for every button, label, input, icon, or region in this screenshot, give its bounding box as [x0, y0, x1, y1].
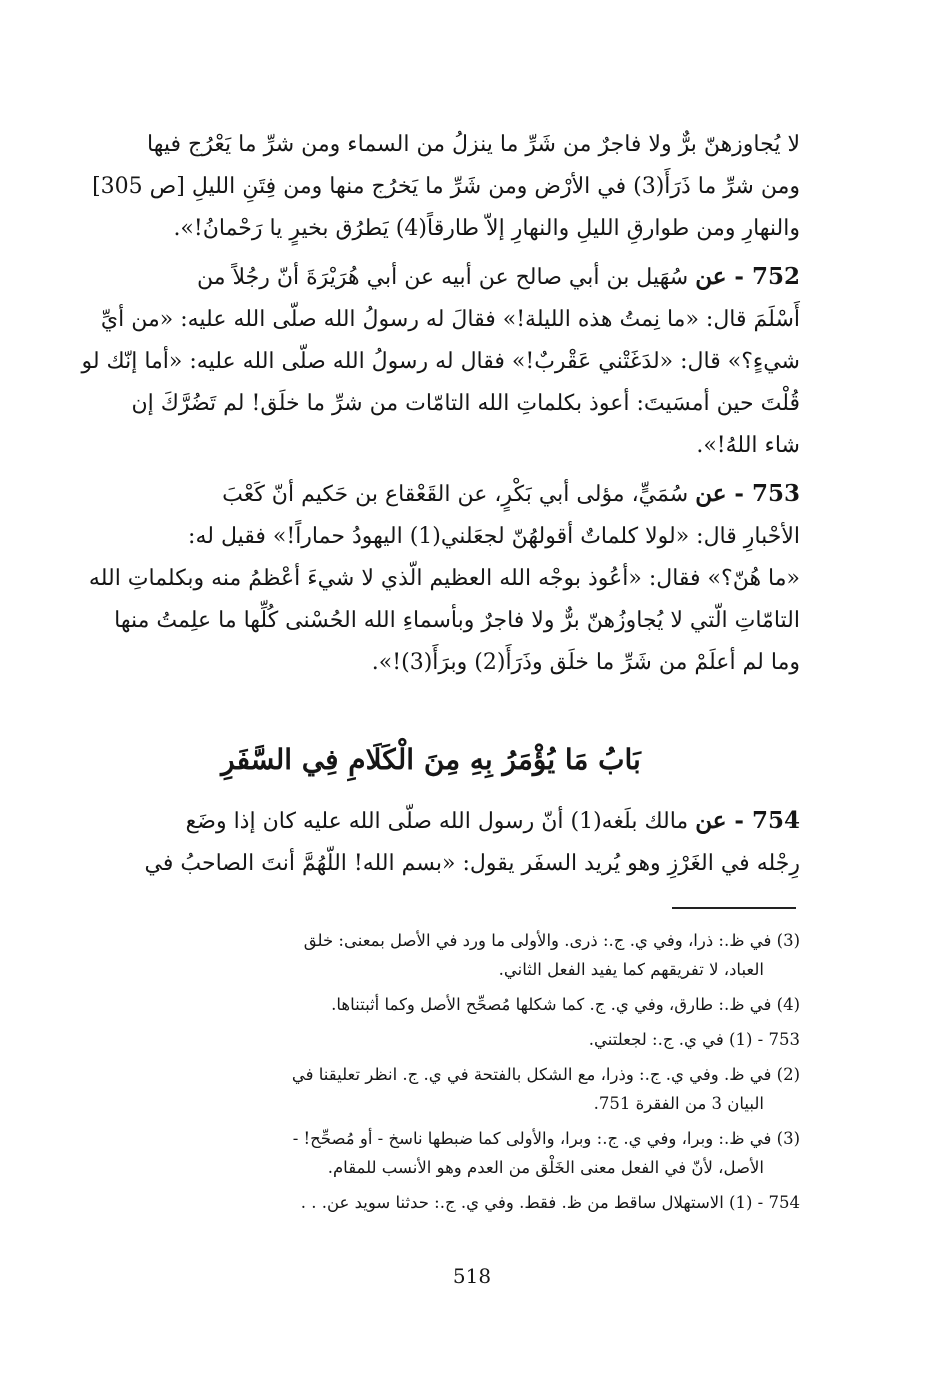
- text-line: والنهارِ ومن طوارقِ الليلِ والنهارِ إلاّ طارقاً(4) يَطرُق بخيرٍ يا رَحْمانُ!».: [173, 216, 800, 241]
- footnote-separator: [672, 907, 796, 909]
- text-line: [62, 473, 800, 516]
- footnote: [70, 990, 800, 1019]
- page-number: 518: [452, 1264, 492, 1288]
- footnote: [70, 1188, 800, 1217]
- hadith-752: [62, 256, 800, 467]
- text-line: [62, 256, 800, 299]
- hadith-753: [62, 473, 800, 684]
- footnote-line: 754 - (1) الاستهلال ساقط من ظ. فقط. وفي ي. ج.: حدثنا سويد عن. . .: [300, 1193, 800, 1212]
- chapter-title: بَابُ مَا يُؤْمَرُ بِهِ مِنَ الْكَلَامِ فِي السَّفَرِ: [221, 743, 641, 776]
- text-line: ومن شرِّ ما ذَرَأَ(3) في الأرْض ومن شَرِّ ما يَخرُج منها ومن فِتَنِ الليلِ [ص 305]: [92, 174, 800, 199]
- text-span: مالك بلَغه(1) أنّ رسول الله صلّى الله عليه كان إذا وضَع: [185, 809, 689, 834]
- text-line: الأحْبارِ قال: «لولا كلماتٌ أقولهُنّ لجعَلني(1) اليهودُ حماراً!» فقيل له:: [188, 524, 800, 549]
- footnote: [70, 1124, 800, 1182]
- text-line: [62, 800, 800, 843]
- text-line: رِجْله في الغَرْزِ وهو يُريد السفَر يقول: «بسم الله! اللّهُمَّ أنتَ الصاحبُ في: [144, 851, 800, 876]
- text-line: وما لم أعلَمْ من شَرِّ ما خلَق وذَرَأَ(2) وبرَأَ(3)!».: [371, 650, 800, 675]
- text-span: سُهَيل بن أبي صالح عن أبيه عن أبي هُرَيْرَةَ أنّ رجُلاً من: [196, 265, 689, 290]
- footnote-line: البيان 3 من الفقرة 751.: [593, 1094, 764, 1113]
- footnote-line: (2) في ظ. وفي ي. ج.: وذرا، مع الشكل بالفتحة في ي. ج. انظر تعليقنا في: [291, 1065, 800, 1084]
- text-line: شيءٍ؟» قال: «لدَغَتْني عَقْربٌ!» فقال له رسولُ الله صلّى الله عليه: «أما إنّك لو: [81, 349, 800, 374]
- footnote-line: (3) في ظ.: ذرا، وفي ي. ج.: ذرى. والأولى ما ورد في الأصل بمعنى: خلق: [303, 931, 800, 950]
- footnotes: [70, 926, 800, 1223]
- hadith-number: 752 - عن: [695, 263, 800, 290]
- text-line: قُلْتَ حين أمسَيتَ: أعوذ بكلماتِ الله التامّات من شرِّ ما خلَق! لم تَضُرَّكَ إن: [131, 391, 800, 416]
- footnote-line: (3) في ظ.: وبرا، وفي ي. ج.: وبرا، والأولى كما ضبطها ناسخ - أو مُصحِّح! -: [292, 1129, 800, 1148]
- footnote-line: العباد، لا تفريقهم كما يفيد الفعل الثاني.: [498, 960, 764, 979]
- footnote: [70, 1060, 800, 1118]
- text-line: لا يُجاوزهنّ برٌّ ولا فاجرٌ من شَرِّ ما ينزلُ من السماء ومن شرِّ ما يَعْرُج فيها: [147, 132, 800, 157]
- hadith-number: 754 - عن: [695, 807, 800, 834]
- hadith-number: 753 - عن: [695, 480, 800, 507]
- footnote: [70, 1025, 800, 1054]
- text-line: أَسْلَمَ قال: «ما نِمتُ هذه الليلة!» فقالَ له رسولُ الله صلّى الله عليه: «من أيِّ: [100, 307, 800, 332]
- footnote-line: (4) في ظ.: طارق، وفي ي. ج. كما شكلها مُصحِّح الأصل وكما أثبتناها.: [331, 995, 800, 1014]
- text-line: شاء اللهُ!».: [696, 433, 800, 458]
- text-span: سُمَيٍّ، مؤلى أبي بَكْرٍ، عن القَعْقاع بن حَكيم أنّ كَعْبَ: [222, 482, 689, 507]
- footnote-line: 753 - (1) في ي. ج.: لجعلتني.: [588, 1030, 800, 1049]
- hadith-754: [62, 800, 800, 885]
- footnote-line: الأصل، لأنّ في الفعل معنى الخَلْق من العدم وهو الأنسب للمقام.: [327, 1158, 764, 1177]
- text-line: التامّاتِ الّتي لا يُجاوزُهنّ برٌّ ولا فاجرٌ وبأسماءِ الله الحُسْنى كُلِّها ما علِمتُ منها: [114, 608, 800, 633]
- text-line: «ما هُنّ؟» فقال: «أعُوذ بوجْه الله العظيم الّذي لا شيءَ أعْظمُ منه وبكلماتِ الله: [88, 566, 800, 591]
- main-text: [62, 124, 800, 684]
- footnote: [70, 926, 800, 984]
